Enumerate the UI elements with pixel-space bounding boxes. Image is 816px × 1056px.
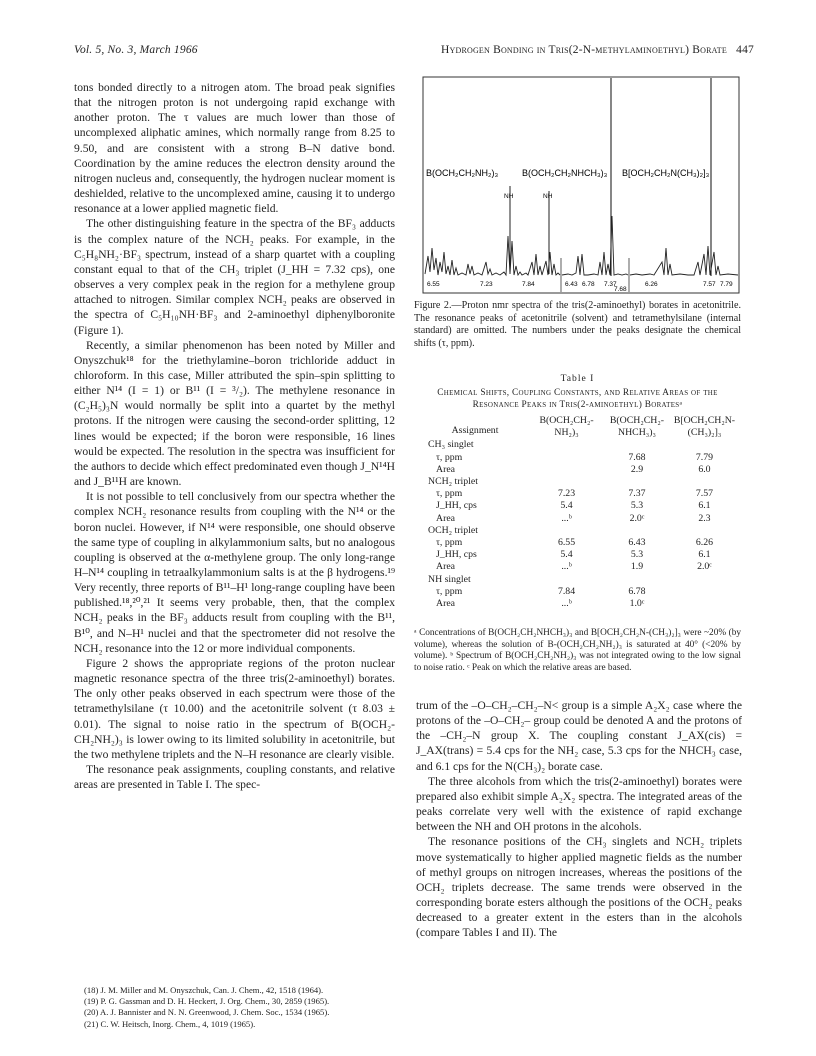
spectrum-trace	[425, 236, 560, 275]
compound-label: B(OCH₂CH₂NH₂)₃	[426, 168, 499, 178]
tick-label: 7.68	[614, 286, 627, 293]
table-row	[420, 537, 738, 549]
compound-label: B(OCH₂CH₂NHCH₃)₃	[522, 168, 608, 178]
table-cell	[530, 525, 603, 537]
table-cell: 6.0	[698, 463, 711, 475]
table-cell: 6.55	[557, 537, 576, 549]
table-cell: 7.37	[628, 488, 646, 500]
paragraph: The three alcohols from which the tris(2-aminoethyl) borates were prepared also exhibit simple A₂X₂ spectra. The integrated areas of the peaks correlate very well with the existence of rapid exchange between the NH and OH protons in the alcohols.	[416, 774, 742, 834]
paragraph: tons bonded directly to a nitrogen atom. The broad peak signifies that the nitrogen proton is not undergoing rapid exchange with another proton. The τ values are much lower than those of uncomplexed aliphatic amines, which normally range from 8.25 to 9.50, and are consistent with a strong B–N dative bond. Coordination by the amine reduces the electron density around the nitrogen nucleus and, consequently, the hydrogen nuclear moment is deshielded, relative to the uncomplexed amine, causing it to undergo resonance at a lower applied magnetic field.	[74, 81, 395, 216]
table-cell	[671, 598, 738, 610]
table-cell: 5.3	[630, 500, 644, 512]
table-cell: J_HH, cps	[436, 549, 477, 561]
nmr-spectra-figure	[422, 76, 740, 294]
table-header: B[OCH₂CH₂N-(CH₃)₂]₃	[673, 415, 736, 439]
paragraph: trum of the –O–CH₂–CH₂–N< group is a simple A₂X₂ case where the protons of the –O–CH₂– group could be denoted A and the protons of the –CH₂–N group X. The coupling constant J_AX(cis) = J_AX(trans) = 5.4 cps for the NH₂ case, 5.3 cps for the NHCH₃ case, and 6.1 cps for the N(CH₃)₂ borate case.	[416, 699, 742, 773]
paragraph: It is not possible to tell conclusively from our spectra whether the complex NCH₂ resonance results from coupling with the N¹⁴ or the boron nuclei. However, if N¹⁴ were responsible, one should observe the same type of coupling in alkylammonium salts, but no analogous coupling is observed at the α-methylene group. The only long-range H–N¹⁴ coupling in tetraalkylammonium salts is at the β hydrogens.¹⁹ Very recently, three reports of B¹¹–H¹ long-range coupling have been published.¹⁸,²⁰,²¹ It seems very probable, then, that the complex NCH₂ peaks in the BF₃ adducts result from coupling with the B¹¹, B¹⁰, and N–H¹ nuclei and that the spectrometer did not resolve the NCH₂ resonance into the 12 or more individual components.	[74, 490, 395, 655]
paragraph: Recently, a similar phenomenon has been noted by Miller and Onyszchuk¹⁸ for the triethylamine–boron trichloride adduct in chloroform. In this case, Miller attributed the spin–spin splitting to either N¹⁴ (I = 1) or B¹¹ (I = ³/₂). The methylene resonance in (C₂H₅)₃N would normally be split into a quartet by the methyl protons. If the nitrogen were causing the second-order splitting, 12 lines would be expected; if the boron were responsible, 16 lines would be expected. The resolution in the spectra was insufficient for the authors to decide which effect predominated even though J_N¹⁴H and J_B¹¹H are known.	[74, 338, 395, 489]
data-table	[420, 415, 738, 610]
label-gap	[517, 164, 519, 182]
table-cell: 1.0ᶜ	[629, 598, 645, 610]
paragraph: The other distinguishing feature in the spectra of the BF₃ adducts is the complex nature of the NCH₂ peaks. For example, in the C₅H₈NH₂·BF₃ spectrum, instead of a sharp quartet with a coupling constant equal to that of the CH₃ triplet (J_HH = 7.32 cps), one observes a very complex peak in the region for a methylene group attached to nitrogen. Similar complex NCH₂ peaks are observed in the spectra of C₅H₁₀NH·BF₃ and 2-aminoethyl diphenylboronite (Figure 1).	[74, 217, 395, 337]
left-column-text	[74, 80, 395, 792]
table-cell: τ, ppm	[436, 537, 463, 549]
table-cell: NCH₂ triplet	[428, 476, 478, 488]
table-cell	[603, 476, 671, 488]
table-cell: 5.3	[630, 549, 644, 561]
table-cell: ...ᵇ	[561, 512, 572, 524]
table-cell: OCH₂ triplet	[428, 524, 478, 536]
table-cell: 6.43	[628, 537, 646, 549]
table-subtitle: Chemical Shifts, Coupling Constants, and Relative Areas of the Resonance Peaks in Tris(2-aminoethyl) Boratesᵃ	[437, 388, 718, 410]
running-header-article-title: Hydrogen Bonding in Tris(2-N-methylaminoethyl) Borate	[440, 44, 727, 56]
table-row	[420, 598, 738, 610]
table-cell: Area	[436, 512, 456, 524]
table-cell	[671, 574, 738, 586]
table-cell: 2.9	[630, 463, 644, 475]
tick-label: 6.78	[582, 281, 595, 288]
table-cell: 2.3	[698, 512, 711, 524]
table-cell	[671, 525, 738, 537]
nh-peak-label: NH	[543, 193, 553, 200]
running-header-volume: Vol. 5, No. 3, March 1966	[74, 44, 198, 56]
table-cell: 1.9	[630, 561, 644, 573]
table-cell: ...ᵇ	[561, 598, 572, 610]
table-header-row	[420, 415, 738, 439]
table-header: B(OCH₂CH₂-NHCH₃)₃	[609, 415, 665, 439]
table-cell: 6.78	[628, 585, 646, 597]
axis-tick-labels	[427, 281, 733, 293]
table-row	[420, 439, 738, 451]
table-cell: τ, ppm	[436, 451, 463, 463]
table-row	[420, 452, 738, 464]
table-cell: 5.4	[560, 500, 573, 512]
table-header: Assignment	[451, 425, 499, 436]
table-header: B(OCH₂CH₂-NH₂)₃	[539, 415, 594, 439]
table-title: Table I	[560, 373, 595, 384]
references	[74, 985, 395, 1030]
compound-label: B[OCH₂CH₂N(CH₃)₂]₃	[622, 168, 710, 178]
right-column-text	[416, 698, 742, 941]
table-cell	[671, 476, 738, 488]
table-row	[420, 586, 738, 598]
table-cell: Area	[436, 561, 456, 573]
table-cell	[530, 439, 603, 451]
table-cell	[530, 452, 603, 464]
table-footnotes: ᵃ Concentrations of B(OCH₂CH₂NHCH₃)₃ and B[OCH₂CH₂N-(CH₃)₂]₃ were ~20% (by volume), whereas the solution of B-(OCH₂CH₂NH₂)₃ is saturated at 40° (<20% by volume). ᵇ Spectrum of B(OCH₂CH₂NH₂)₃ was not integrated owing to the low signal to noise ratio. ᶜ Peak on which the relative areas are based.	[414, 628, 741, 674]
tick-label: 7.37	[604, 281, 617, 288]
table-cell	[603, 525, 671, 537]
table-cell	[603, 439, 671, 451]
reference-item: (19) P. G. Gassman and D. H. Heckert, J. Org. Chem., 30, 2859 (1965).	[84, 996, 330, 1007]
table-row	[420, 488, 738, 500]
table-cell: 7.79	[695, 451, 714, 463]
table-cell: 6.1	[698, 500, 711, 512]
table-cell: Area	[436, 463, 456, 475]
spectrum-trace	[630, 246, 738, 275]
table-cell: 7.68	[628, 451, 646, 463]
table-cell: τ, ppm	[436, 585, 463, 597]
table-row	[420, 513, 738, 525]
paragraph: Figure 2 shows the appropriate regions of the proton nuclear magnetic resonance spectra of the three tris(2-aminoethyl) borates. The only other peaks observed in each spectrum were those of the tetramethylsilane (τ 10.00) and the acetonitrile solvent (τ 8.03 ± 0.01). The signal to noise ratio in the spectrum of B(OCH₂-CH₂NH₂)₃ is lower owing to its limited solubility in acetonitrile, but the two methylene triplets and the N–H resonance are clearly visible.	[74, 656, 395, 761]
table-cell: 2.0ᶜ	[697, 561, 712, 573]
reference-item: (21) C. W. Heitsch, Inorg. Chem., 4, 1019 (1965).	[84, 1018, 256, 1029]
table-row	[420, 574, 738, 586]
tick-label: 6.43	[565, 281, 578, 288]
table-row	[420, 476, 738, 488]
table-row	[420, 464, 738, 476]
table-cell: 7.23	[557, 488, 576, 500]
table-cell: 6.1	[698, 549, 711, 561]
table-cell: 7.57	[695, 488, 714, 500]
table-cell: J_HH, cps	[436, 500, 477, 512]
table-row	[420, 500, 738, 512]
paragraph: The resonance peak assignments, coupling constants, and relative areas are presented in Table I. The spec-	[74, 763, 395, 792]
table-cell: ...ᵇ	[561, 561, 572, 573]
tick-label: 6.26	[645, 281, 658, 288]
table-cell: CH₃ singlet	[428, 439, 474, 451]
paragraph: The resonance positions of the CH₃ singlets and NCH₂ triplets move systematically to higher applied magnetic fields as the number of methyl groups on nitrogen increases, whereas the positions of the OCH₂ triplets decrease. The same trends were observed in the corresponding borate esters although the positions of the OCH₂ peaks decreased to a greater extent in the esters than in the alcohols (compare Tables I and II). The	[416, 835, 742, 940]
table-row	[420, 549, 738, 561]
tick-label: 7.79	[720, 281, 733, 288]
table-cell	[603, 574, 671, 586]
table-row	[420, 525, 738, 537]
table-cell	[530, 464, 603, 476]
table-cell: 2.0ᶜ	[629, 512, 645, 524]
table-cell	[671, 439, 738, 451]
table-cell: 5.4	[560, 549, 573, 561]
table-cell	[530, 476, 603, 488]
table-cell: Area	[436, 598, 456, 610]
figure-caption: Figure 2.—Proton nmr spectra of the tris(2-aminoethyl) borates in acetonitrile. The resonance peaks of acetonitrile (solvent) and tetramethylsilane (internal standard) are omitted. The numbers under the peaks designate the chemical shifts (τ, ppm).	[414, 300, 741, 349]
table-cell: τ, ppm	[436, 488, 463, 500]
table-cell: 7.84	[557, 585, 576, 597]
tick-label: 7.84	[522, 281, 535, 288]
reference-item: (18) J. M. Miller and M. Onyszchuk, Can. J. Chem., 42, 1518 (1964).	[84, 985, 324, 995]
table-cell	[671, 586, 738, 598]
table-row	[420, 561, 738, 573]
table-cell: 6.26	[695, 537, 714, 549]
tick-label: 7.23	[480, 281, 493, 288]
tick-label: 6.55	[427, 281, 440, 288]
tick-label: 7.57	[703, 281, 716, 288]
page-number: 447	[736, 44, 754, 56]
table-cell: NH singlet	[428, 573, 471, 585]
reference-item: (20) A. J. Bannister and N. N. Greenwood, J. Chem. Soc., 1534 (1965).	[84, 1007, 330, 1018]
table-cell	[530, 574, 603, 586]
nh-peak-label: NH	[504, 193, 514, 200]
running-header-title	[441, 44, 754, 56]
spectrum-trace	[562, 216, 628, 275]
